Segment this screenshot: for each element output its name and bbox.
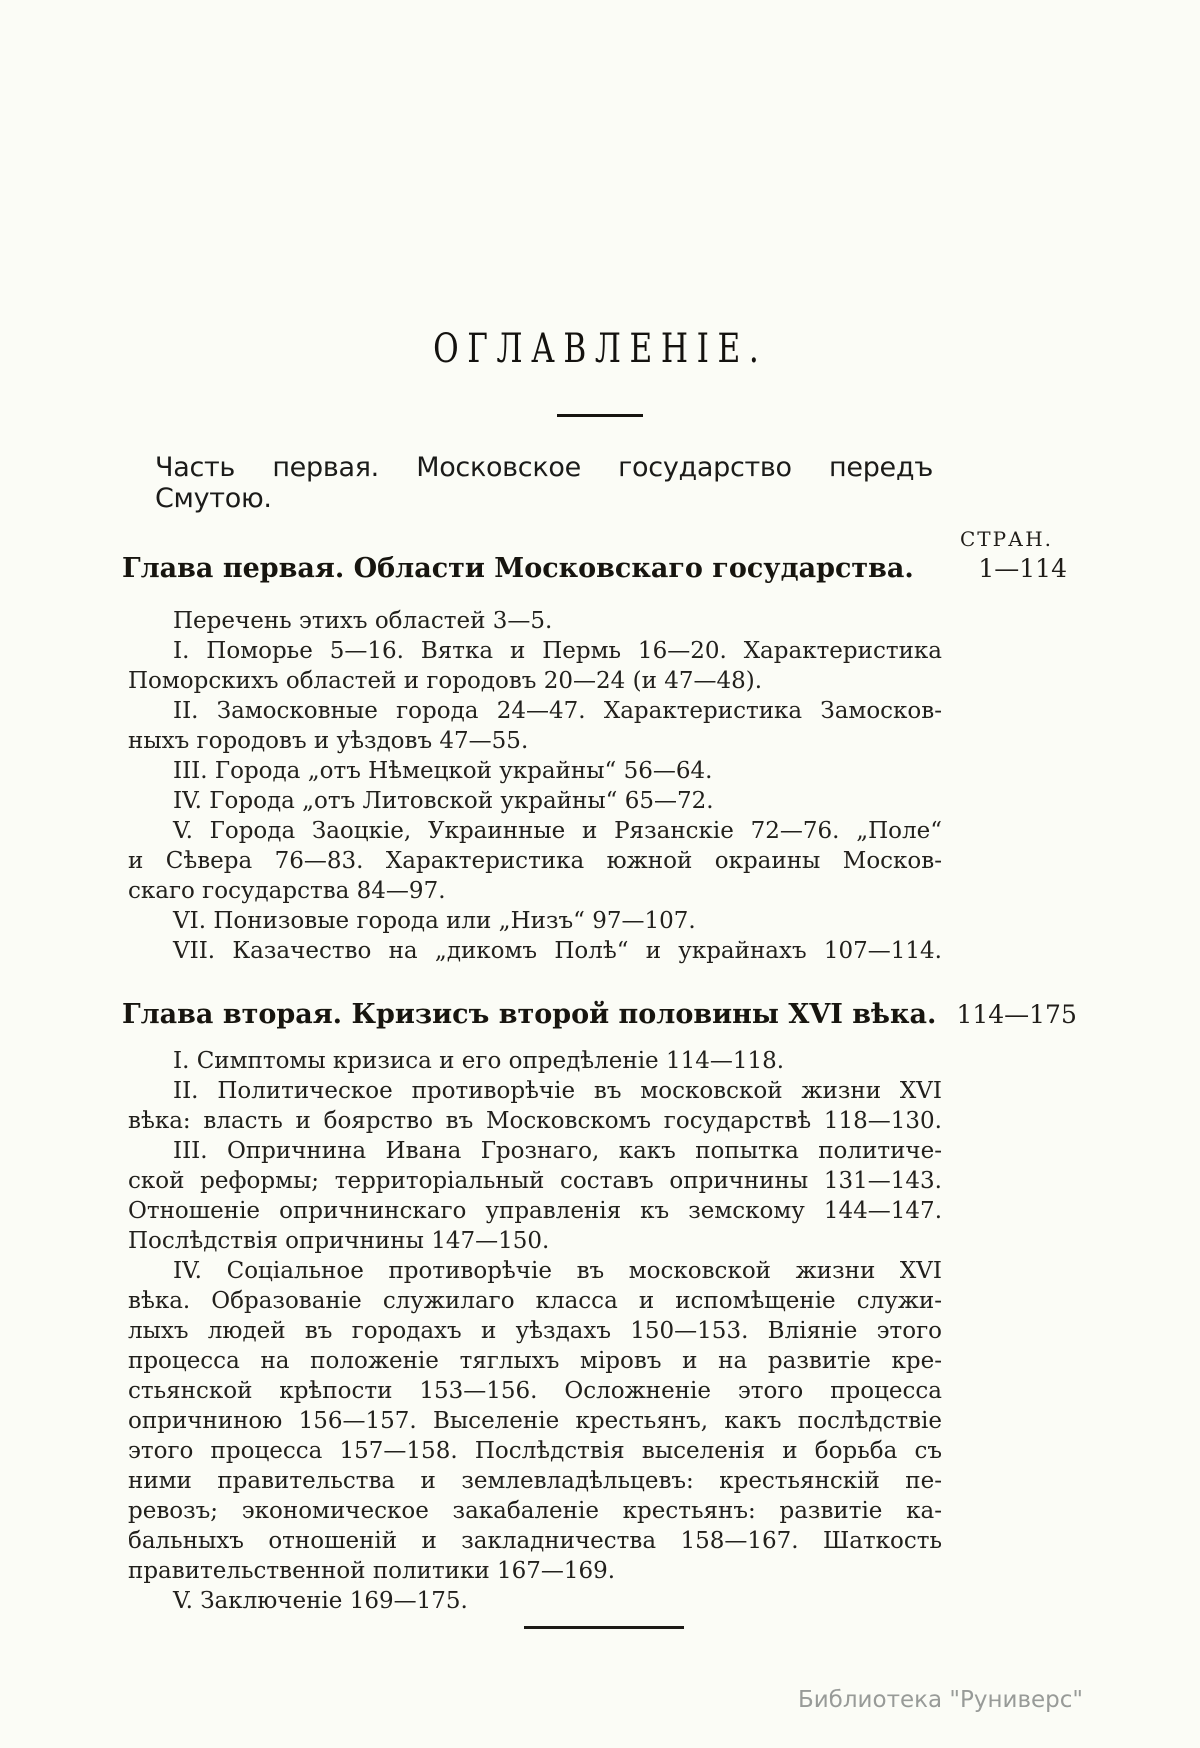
toc-line: процесса на положеніе тяглыхъ міровъ и на развитіе кре- (128, 1348, 942, 1374)
chapter-2-heading-row (122, 999, 1077, 1030)
toc-line: Послѣдствія опричнины 147—150. (128, 1228, 550, 1254)
toc-line: ской реформы; территоріальный составъ опричнины 131—143. (128, 1168, 942, 1194)
toc-line: II. Замосковные города 24—47. Характеристика Замосков- (173, 698, 942, 724)
toc-line: Поморскихъ областей и городовъ 20—24 (и 47—48). (128, 668, 763, 694)
toc-line: I. Поморье 5—16. Вятка и Пермь 16—20. Характеристика (173, 638, 942, 664)
toc-line: IV. Города „отъ Литовской украйны“ 65—72. (173, 788, 714, 814)
toc-line: V. Заключеніе 169—175. (173, 1588, 468, 1614)
chapter-1-title: Глава первая. Области Московскаго государства. (122, 553, 914, 584)
toc-line: этого процесса 157—158. Послѣдствія выселенія и борьба съ (128, 1438, 942, 1464)
toc-line: VI. Понизовые города или „Низъ“ 97—107. (173, 908, 696, 934)
page-title (0, 326, 1200, 372)
chapter-1-body (128, 606, 942, 966)
part-heading: Часть первая. Московское государство передъ Смутою. (155, 452, 933, 514)
toc-line: Перечень этихъ областей 3—5. (173, 608, 553, 634)
toc-line: III. Города „отъ Нѣмецкой украйны“ 56—64. (173, 758, 713, 784)
toc-line: и Сѣвера 76—83. Характеристика южной окраины Москов- (128, 848, 942, 874)
toc-line: вѣка: власть и боярство въ Московскомъ государствѣ 118—130. (128, 1108, 942, 1134)
chapter-1-heading-row (122, 553, 1067, 584)
toc-line: V. Города Заоцкіе, Украинные и Рязанскіе 72—76. „Поле“ (173, 818, 942, 844)
toc-line: бальныхъ отношеній и закладничества 158—167. Шаткость (128, 1528, 942, 1554)
toc-line: ревозъ; экономическое закабаленіе крестьянъ: развитіе ка- (128, 1498, 942, 1524)
toc-line: правительственной политики 167—169. (128, 1558, 616, 1584)
pages-column-header: СТРАН. (959, 527, 1053, 551)
toc-line: IV. Соціальное противорѣчіе въ московской жизни XVI (173, 1258, 942, 1284)
toc-line: I. Симптомы кризиса и его опредѣленіе 114—118. (173, 1048, 785, 1074)
toc-line: лыхъ людей въ городахъ и уѣздахъ 150—153. Вліяніе этого (128, 1318, 942, 1344)
toc-line: VII. Казачество на „дикомъ Полѣ“ и украйнахъ 107—114. (173, 938, 942, 964)
toc-line: ныхъ городовъ и уѣздовъ 47—55. (128, 728, 529, 754)
toc-line: Отношеніе опричнинскаго управленія къ земскому 144—147. (128, 1198, 942, 1224)
chapter-2-title: Глава вторая. Кризисъ второй половины XVI вѣка. (122, 999, 937, 1030)
toc-line: II. Политическое противорѣчіе въ московской жизни XVI (173, 1078, 942, 1104)
library-watermark: Библиотека "Руниверс" (797, 1687, 1083, 1713)
end-divider (524, 1626, 684, 1629)
toc-line: скаго государства 84—97. (128, 878, 446, 904)
page-title-text: ОГЛАВЛЕНІЕ. (432, 326, 768, 372)
toc-line: III. Опричнина Ивана Грознаго, какъ попытка политиче- (173, 1138, 942, 1164)
chapter-2-page-range: 114—175 (956, 1000, 1077, 1029)
toc-line: опричниною 156—157. Выселеніе крестьянъ, какъ послѣдствіе (128, 1408, 942, 1434)
toc-line: стьянской крѣпости 153—156. Осложненіе этого процесса (128, 1378, 942, 1404)
toc-line: ними правительства и землевладѣльцевъ: крестьянскій пе- (128, 1468, 942, 1494)
title-divider (557, 414, 643, 417)
toc-line: вѣка. Образованіе служилаго класса и испомѣщеніе служи- (128, 1288, 942, 1314)
chapter-1-page-range: 1—114 (978, 554, 1067, 583)
chapter-2-body (128, 1046, 942, 1616)
